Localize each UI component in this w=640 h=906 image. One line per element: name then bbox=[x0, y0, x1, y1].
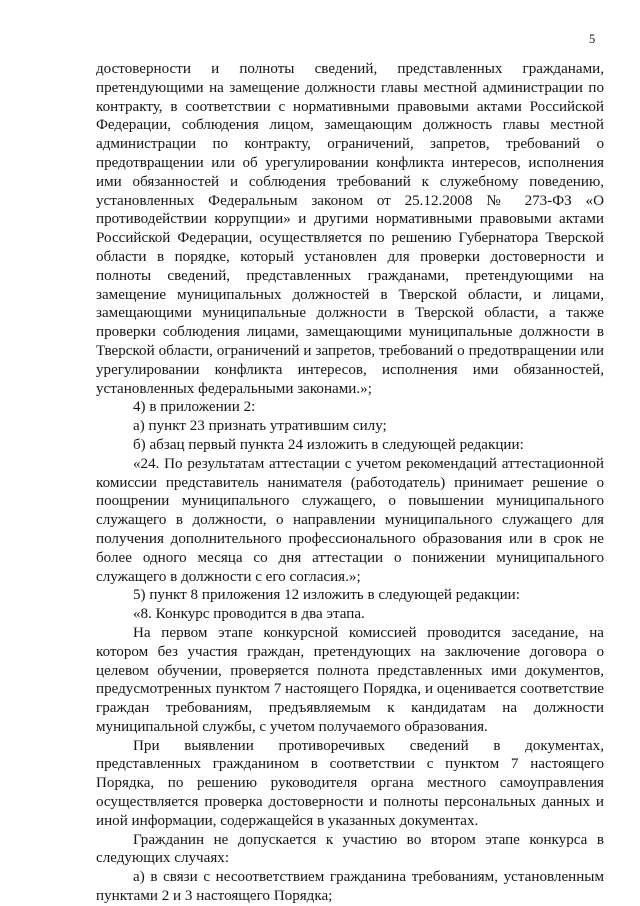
paragraph-contradictions: При выявлении противоречивых сведений в документах, представленных гражданином в соответствии с пунктом 7 настоящего Порядка, по решению руководителя органа местного самоуправления осуществляется проверка достоверности и полноты персональных данных и иной информации, содержащейся в указанных документах. bbox=[96, 737, 604, 829]
paragraph-first-stage: На первом этапе конкурсной комиссией проводится заседание, на котором без участия граждан, претендующих на заключение договора о целевом обучении, проверяется полнота представленных ими документов, предусмотренных пунктом 7 настоящего Порядка, и оценивается соответствие граждан требованиям, предъявляемым к кандидатам на должности муниципальной службы, с учетом получаемого образования. bbox=[96, 624, 604, 735]
document-body bbox=[96, 60, 604, 906]
paragraph-subitem-a: а) пункт 23 признать утратившим силу; bbox=[133, 418, 387, 435]
paragraph-point-8: «8. Конкурс проводится в два этапа. bbox=[133, 606, 365, 623]
paragraph-case-a: а) в связи с несоответствием гражданина требованиям, установленным пунктами 2 и 3 настоящего Порядка; bbox=[96, 869, 604, 905]
paragraph-item-4: 4) в приложении 2: bbox=[133, 399, 256, 416]
scan-artifact bbox=[214, 898, 294, 903]
paragraph-not-admitted: Гражданин не допускается к участию во втором этапе конкурса в следующих случаях: bbox=[96, 831, 604, 867]
paragraph-item-5: 5) пункт 8 приложения 12 изложить в следующей редакции: bbox=[133, 587, 520, 604]
paragraph-verification-clause: достоверности и полноты сведений, представленных гражданами, претендующими на замещение должности главы местной администрации по контракту, в соответствии с нормативными правовыми актами Российской Федерации, соблюдения лицом, замещающим должность главы местной администрации по контракту, ограничений, запретов, требований о предотвращении или об урегулировании конфликта интересов, исполнения ими обязанностей и соблюдения требований к служебному поведению, установленных Федеральным законом от 25.12.2008 № 273-ФЗ «О противодействии коррупции» и другими нормативными правовыми актами Российской Федерации, осуществляется по решению Губернатора Тверской области в порядке, который установлен для проверки достоверности и полноты сведений, представленных гражданами, претендующими на замещение муниципальных должностей в Тверской области, и лицами, замещающими муниципальные должности в Тверской области, а также проверки соблюдения лицами, замещающими муниципальные должности в Тверской области, ограничений и запретов, требований о предотвращении или урегулировании конфликта интересов, исполнения ими обязанностей, установленных федеральными законами.»; bbox=[96, 61, 604, 397]
paragraph-point-24: «24. По результатам аттестации с учетом рекомендаций аттестационной комиссии представитель нанимателя (работодатель) принимает решение о поощрении муниципального служащего, о повышении муниципального служащего в должности, о направлении муниципального служащего для получения дополнительного профессионального образования или в срок не более одного месяца со дня аттестации о понижении муниципального служащего в должности с его согласия.»; bbox=[96, 455, 604, 585]
paragraph-subitem-b: б) абзац первый пункта 24 изложить в следующей редакции: bbox=[133, 436, 524, 453]
page-number: 5 bbox=[589, 32, 596, 46]
